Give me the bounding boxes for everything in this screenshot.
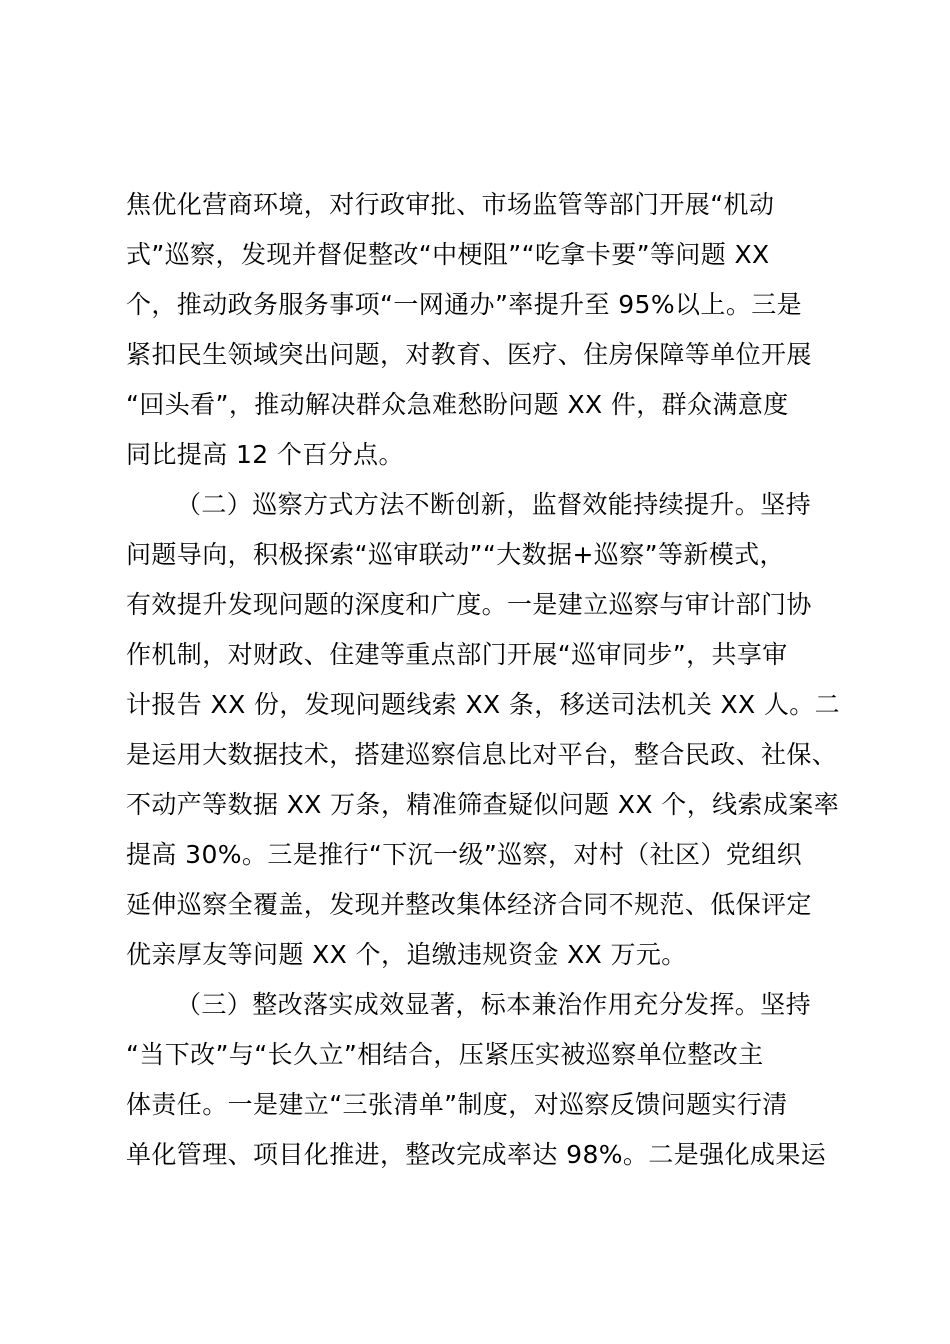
paragraph-2-line-9: 延伸巡察全覆盖，发现并整改集体经济合同不规范、低保评定 (126, 890, 812, 919)
paragraph-2-line-1: （二）巡察方式方法不断创新，监督效能持续提升。坚持 (176, 490, 812, 519)
paragraph-3-line-3: 体责任。一是建立“三张清单”制度，对巡察反馈问题实行清 (126, 1090, 788, 1119)
paragraph-1-line-4: 紧扣民生领域突出问题，对教育、医疗、住房保障等单位开展 (126, 340, 812, 369)
paragraph-2-line-10: 优亲厚友等问题 XX 个，追缴违规资金 XX 万元。 (126, 940, 687, 969)
paragraph-1-line-3: 个，推动政务服务事项“一网通办”率提升至 95%以上。三是 (126, 290, 803, 319)
paragraph-1-line-5: “回头看”，推动解决群众急难愁盼问题 XX 件，群众满意度 (126, 390, 789, 419)
paragraph-1-line-1: 焦优化营商环境，对行政审批、市场监管等部门开展“机动 (126, 190, 775, 219)
paragraph-1-line-6: 同比提高 12 个百分点。 (126, 440, 404, 469)
paragraph-3-line-4: 单化管理、项目化推进，整改完成率达 98%。二是强化成果运 (126, 1140, 827, 1169)
paragraph-2-line-8: 提高 30%。三是推行“下沉一级”巡察，对村（社区）党组织 (126, 840, 803, 869)
paragraph-1-line-2: 式”巡察，发现并督促整改“中梗阻”“吃拿卡要”等问题 XX (126, 240, 770, 269)
paragraph-2-line-3: 有效提升发现问题的深度和广度。一是建立巡察与审计部门协 (126, 590, 812, 619)
paragraph-3-line-1: （三）整改落实成效显著，标本兼治作用充分发挥。坚持 (176, 990, 812, 1019)
paragraph-2-line-7: 不动产等数据 XX 万条，精准筛查疑似问题 XX 个，线索成案率 (126, 790, 840, 819)
paragraph-2-line-5: 计报告 XX 份，发现问题线索 XX 条，移送司法机关 XX 人。二 (126, 690, 841, 719)
paragraph-3-line-2: “当下改”与“长久立”相结合，压紧压实被巡察单位整改主 (126, 1040, 764, 1069)
paragraph-2-line-6: 是运用大数据技术，搭建巡察信息比对平台，整合民政、社保、 (126, 740, 838, 769)
paragraph-2-line-2: 问题导向，积极探索“巡审联动”“大数据+巡察”等新模式， (126, 540, 785, 569)
paragraph-2-line-4: 作机制，对财政、住建等重点部门开展“巡审同步”，共享审 (126, 640, 788, 669)
